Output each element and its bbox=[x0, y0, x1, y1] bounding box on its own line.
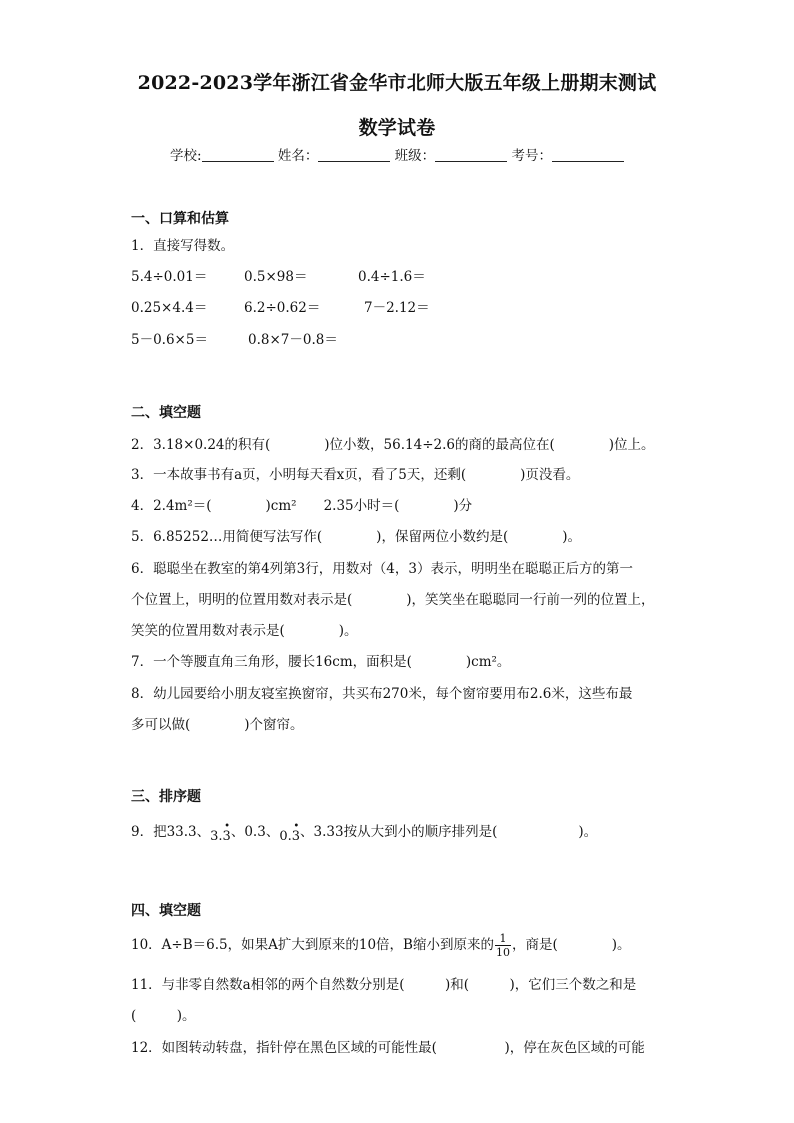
class-label: 班级： bbox=[394, 148, 436, 164]
calc-item: 7－2.12＝ bbox=[364, 300, 430, 316]
name-label: 姓名： bbox=[277, 148, 319, 164]
section-heading-1: 一、口算和估算 bbox=[131, 211, 229, 227]
school-blank bbox=[202, 148, 274, 162]
question-9: 9．把33.3、3.3 • 、0.3、0.3 • 、3.33按从大到小的顺序排列是( )。 bbox=[131, 821, 598, 844]
question-6-line-1: 6．聪聪坐在教室的第4列第3行，用数对（4，3）表示，明明坐在聪聪正后方的第一 bbox=[131, 561, 633, 577]
student-info-row bbox=[0, 144, 794, 164]
question-3: 3．一本故事书有a页，小明每天看x页，看了5天，还剩( )页没看。 bbox=[131, 467, 580, 483]
question-2: 2．3.18×0.24的积有( )位小数，56.14÷2.6的商的最高位在( )位上。 bbox=[131, 437, 655, 453]
page-title: 2022-2023学年浙江省金华市北师大版五年级上册期末测试 bbox=[137, 72, 657, 94]
calc-item: 5.4÷0.01＝ bbox=[131, 269, 208, 285]
question-5: 5．6.85252…用简便写法写作( )，保留两位小数约是( )。 bbox=[131, 529, 581, 545]
exam-number-label: 考号： bbox=[511, 148, 552, 164]
calc-item: 0.4÷1.6＝ bbox=[358, 269, 426, 285]
question-1-label: 1．直接写得数。 bbox=[131, 238, 235, 254]
question-11-line-1: 11．与非零自然数a相邻的两个自然数分别是( )和( )，它们三个数之和是 bbox=[131, 977, 637, 993]
question-7: 7．一个等腰直角三角形，腰长16cm，面积是( )cm²。 bbox=[131, 654, 511, 670]
exam-number-blank bbox=[552, 148, 624, 162]
calc-item: 5－0.6×5＝ bbox=[131, 332, 208, 348]
repeating-decimal: 0.3 • bbox=[279, 821, 301, 844]
question-11-line-2: ( )。 bbox=[131, 1008, 196, 1024]
repeat-dot: • bbox=[224, 821, 231, 832]
section-heading-3: 三、排序题 bbox=[131, 789, 201, 805]
repeating-decimal: 3.3 • bbox=[210, 821, 231, 844]
question-8-line-2: 多可以做( )个窗帘。 bbox=[131, 717, 304, 733]
page-subtitle: 数学试卷 bbox=[358, 117, 436, 139]
calc-item: 0.8×7－0.8＝ bbox=[248, 332, 338, 348]
class-blank bbox=[435, 148, 507, 162]
question-4: 4．2.4m²＝( )cm² 2.35小时＝( )分 bbox=[131, 498, 473, 514]
calc-item: 0.5×98＝ bbox=[244, 269, 308, 285]
school-label: 学校: bbox=[170, 148, 202, 164]
section-heading-4: 四、填空题 bbox=[131, 903, 201, 919]
section-heading-2: 二、填空题 bbox=[131, 405, 201, 421]
fraction: $\frac{1}{10}$ bbox=[495, 932, 510, 959]
repeat-dot: • bbox=[293, 821, 300, 832]
name-blank bbox=[318, 148, 390, 162]
calc-item: 0.25×4.4＝ bbox=[131, 300, 208, 316]
calc-item: 6.2÷0.62＝ bbox=[244, 300, 321, 316]
question-6-line-2: 个位置上，明明的位置用数对表示是( )，笑笑坐在聪聪同一行前一列的位置上， bbox=[131, 592, 655, 608]
question-12: 12．如图转动转盘，指针停在黑色区域的可能性最( )，停在灰色区域的可能 bbox=[131, 1040, 645, 1056]
question-10: 10．A÷B＝6.5，如果A扩大到原来的10倍，B缩小到原来的 $\frac{1}{10}$ ，商是( )。 bbox=[131, 932, 631, 959]
question-6-line-3: 笑笑的位置用数对表示是( )。 bbox=[131, 623, 358, 639]
question-8-line-1: 8．幼儿园要给小朋友寝室换窗帘，共买布270米，每个窗帘要用布2.6米，这些布最 bbox=[131, 686, 633, 702]
